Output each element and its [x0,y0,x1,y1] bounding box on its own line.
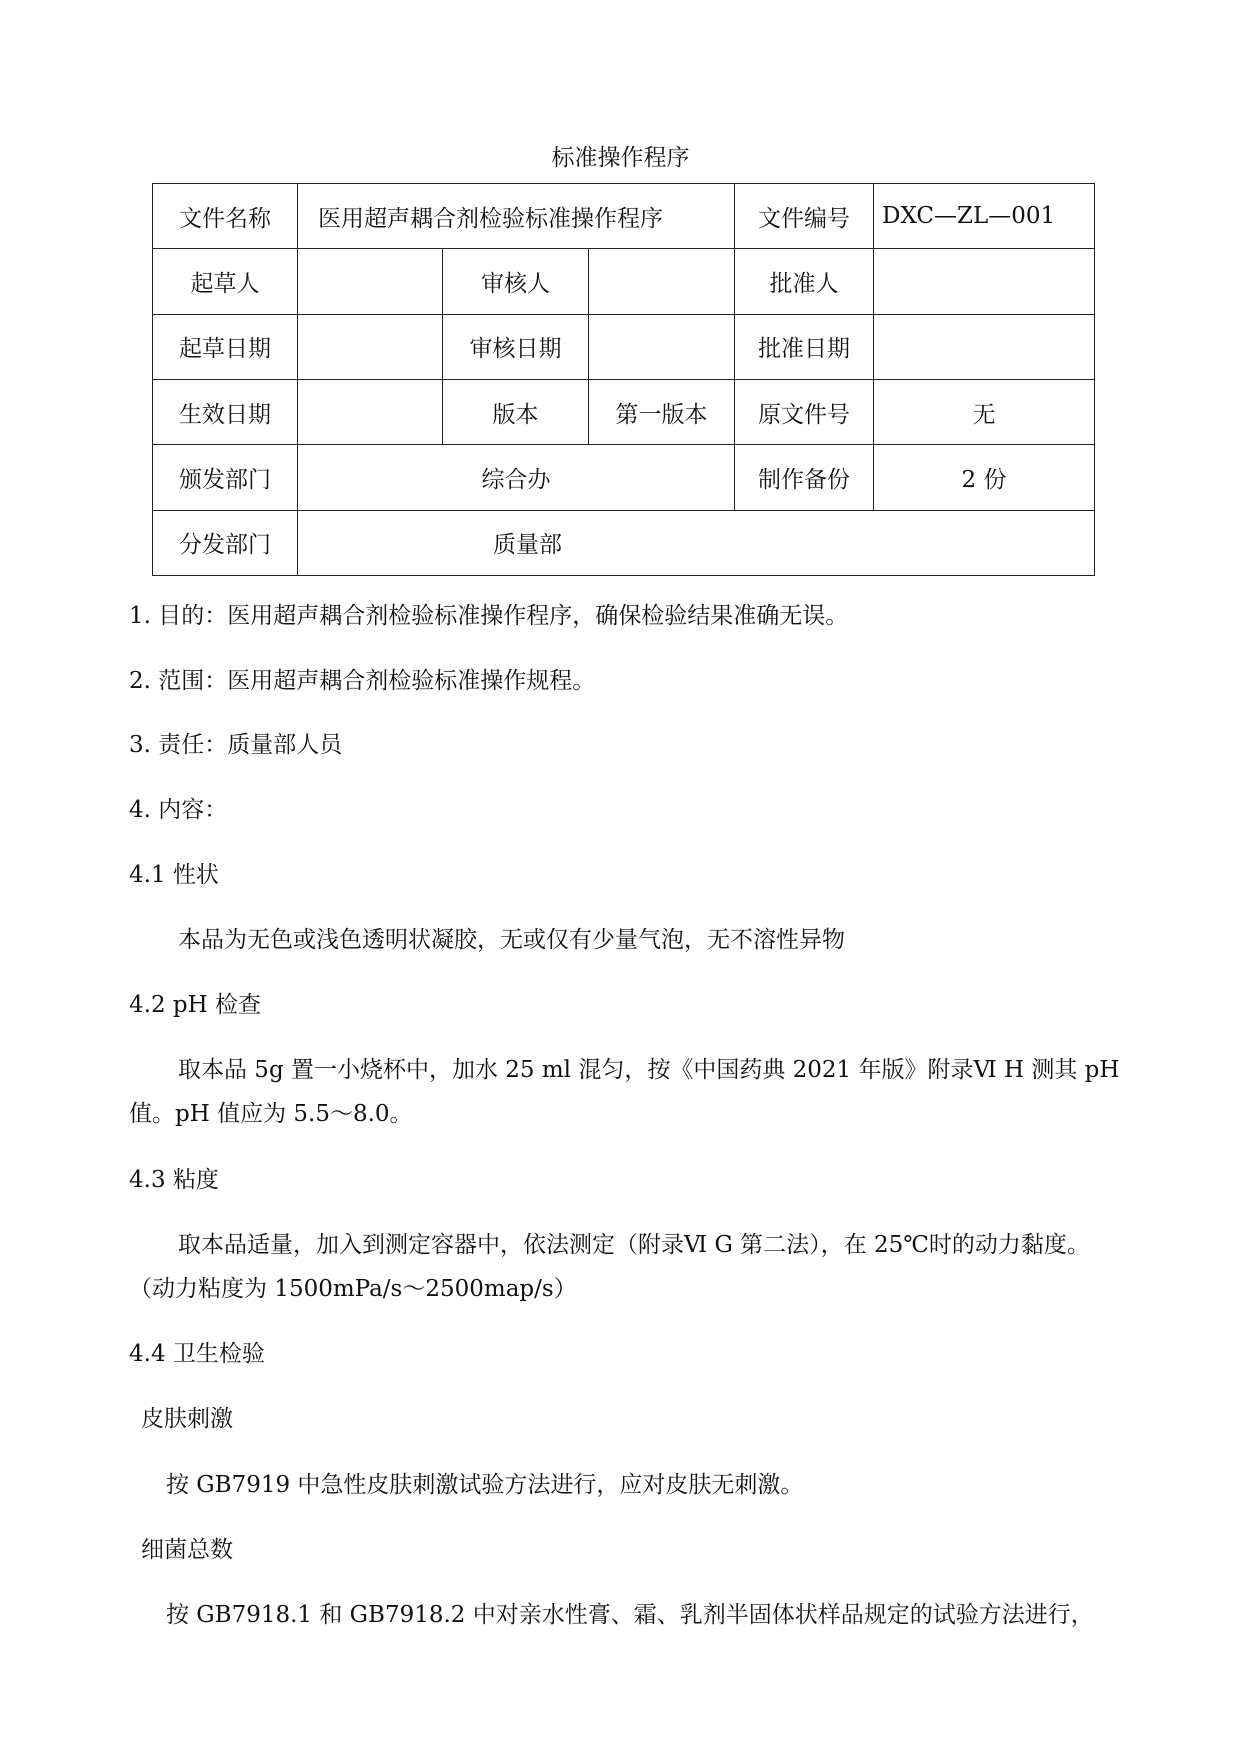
text-4-3-line1: 取本品适量，加入到测定容器中，依法测定（附录Ⅵ G 第二法），在 25℃时的动力黏度。 [178,1232,1090,1258]
table-row [153,445,1095,510]
text-4-2-line2: 值。pH 值应为 5.5～8.0。 [129,1101,413,1127]
section-responsibility: 3. 责任：质量部人员 [129,732,343,758]
label-approver: 批准人 [735,249,874,314]
label-copies-made: 制作备份 [735,445,874,510]
value-document-name: 医用超声耦合剂检验标准操作程序 [298,184,735,249]
subheading-skin-irritation: 皮肤刺激 [141,1406,233,1432]
heading-4-1: 4.1 性状 [129,862,219,888]
label-drafter: 起草人 [153,249,298,314]
label-version: 版本 [443,379,589,444]
document-info-table [152,183,1095,576]
value-draft-date [298,314,443,379]
table-row [153,314,1095,379]
value-approval-date [874,314,1095,379]
label-effective-date: 生效日期 [153,379,298,444]
table-row [153,379,1095,444]
value-effective-date [298,379,443,444]
label-document-name: 文件名称 [153,184,298,249]
value-drafter [298,249,443,314]
text-4-1: 本品为无色或浅色透明状凝胶，无或仅有少量气泡，无不溶性异物 [178,927,845,953]
value-reviewer [589,249,735,314]
section-scope: 2. 范围：医用超声耦合剂检验标准操作规程。 [129,668,596,694]
subheading-total-bacteria: 细菌总数 [141,1537,233,1563]
value-distribution-dept: 质量部 [298,510,1095,575]
label-original-doc-number: 原文件号 [735,379,874,444]
label-distribution-dept: 分发部门 [153,510,298,575]
value-copies-made: 2 份 [874,445,1095,510]
label-review-date: 审核日期 [443,314,589,379]
value-approver [874,249,1095,314]
value-version: 第一版本 [589,379,735,444]
label-approval-date: 批准日期 [735,314,874,379]
heading-4-2: 4.2 pH 检查 [129,992,261,1018]
text-4-2-line1: 取本品 5g 置一小烧杯中，加水 25 ml 混匀，按《中国药典 2021 年版》附录Ⅵ H 测其 pH [178,1057,1120,1083]
label-issuing-dept: 颁发部门 [153,445,298,510]
heading-4-3: 4.3 粘度 [129,1167,219,1193]
label-draft-date: 起草日期 [153,314,298,379]
table-row [153,249,1095,314]
table-row [153,510,1095,575]
value-issuing-dept: 综合办 [298,445,735,510]
text-total-bacteria: 按 GB7918.1 和 GB7918.2 中对亲水性膏、霜、乳剂半固体状样品规定的试验方法进行， [166,1602,1094,1628]
heading-4-4: 4.4 卫生检验 [129,1341,265,1367]
label-reviewer: 审核人 [443,249,589,314]
table-row [153,184,1095,249]
page-title: 标准操作程序 [551,145,690,171]
text-skin-irritation: 按 GB7919 中急性皮肤刺激试验方法进行，应对皮肤无刺激。 [166,1472,804,1498]
text-4-3-line2: （动力粘度为 1500mPa/s～2500map/s） [129,1276,577,1302]
section-content: 4. 内容： [129,797,228,823]
label-document-number: 文件编号 [735,184,874,249]
section-purpose: 1. 目的：医用超声耦合剂检验标准操作程序，确保检验结果准确无误。 [129,603,849,629]
value-original-doc-number: 无 [874,379,1095,444]
value-document-number: DXC—ZL—001 [874,184,1095,249]
value-review-date [589,314,735,379]
